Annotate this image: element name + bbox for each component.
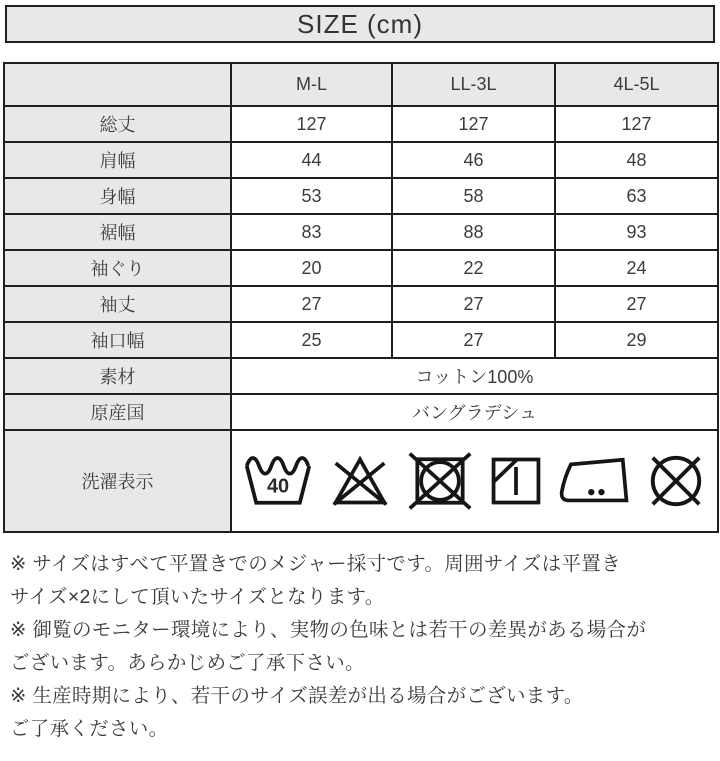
cell-value: 83 xyxy=(231,214,392,250)
care-symbols-cell xyxy=(231,430,718,532)
material-row xyxy=(4,358,718,394)
cell-value: 127 xyxy=(555,106,718,142)
row-label: 袖丈 xyxy=(4,286,231,322)
cell-value: 27 xyxy=(555,286,718,322)
care-icons-strip xyxy=(232,451,717,511)
row-label: 身幅 xyxy=(4,178,231,214)
cell-value: 58 xyxy=(392,178,555,214)
cell-value: 27 xyxy=(392,286,555,322)
care-symbols-row xyxy=(4,430,718,532)
cell-value: 29 xyxy=(555,322,718,358)
cell-value: 24 xyxy=(555,250,718,286)
cell-value: 27 xyxy=(392,322,555,358)
wash-tub-40-icon xyxy=(242,453,314,509)
svg-text:40: 40 xyxy=(266,475,289,498)
col-header-ll3l: LL-3L xyxy=(392,63,555,106)
note-line: ございます。あらかじめご了承下さい。 xyxy=(10,652,365,674)
do-not-dry-clean-icon xyxy=(644,451,708,511)
cell-value: 44 xyxy=(231,142,392,178)
cell-value: 127 xyxy=(231,106,392,142)
table-row xyxy=(4,322,718,358)
table-row xyxy=(4,178,718,214)
cell-value: 22 xyxy=(392,250,555,286)
note-line: ご了承ください。 xyxy=(10,718,169,740)
table-row xyxy=(4,250,718,286)
note-line: ※ サイズはすべて平置きでのメジャー採寸です。周囲サイズは平置き xyxy=(10,553,621,575)
col-header-ml: M-L xyxy=(231,63,392,106)
table-row xyxy=(4,286,718,322)
cell-value: 27 xyxy=(231,286,392,322)
origin-value: バングラデシュ xyxy=(231,394,718,430)
origin-row xyxy=(4,394,718,430)
cell-value: 88 xyxy=(392,214,555,250)
table-row xyxy=(4,142,718,178)
do-not-bleach-icon xyxy=(326,452,394,510)
do-not-tumble-dry-icon xyxy=(406,451,474,511)
size-notes xyxy=(10,548,712,746)
row-label: 原産国 xyxy=(4,394,231,430)
cell-value: 53 xyxy=(231,178,392,214)
table-header-row xyxy=(4,63,718,106)
cell-value: 127 xyxy=(392,106,555,142)
col-header-4l5l: 4L-5L xyxy=(555,63,718,106)
cell-value: 25 xyxy=(231,322,392,358)
size-chart-title xyxy=(5,5,715,43)
cell-value: 48 xyxy=(555,142,718,178)
table-row xyxy=(4,106,718,142)
table-row xyxy=(4,214,718,250)
row-label: 袖口幅 xyxy=(4,322,231,358)
cell-value: 46 xyxy=(392,142,555,178)
row-label: 総丈 xyxy=(4,106,231,142)
note-line: ※ 生産時期により、若干のサイズ誤差が出る場合がございます。 xyxy=(10,685,584,707)
row-label: 袖ぐり xyxy=(4,250,231,286)
row-label: 洗濯表示 xyxy=(4,430,231,532)
row-label: 素材 xyxy=(4,358,231,394)
cell-value: 93 xyxy=(555,214,718,250)
cell-value: 20 xyxy=(231,250,392,286)
material-value: コットン100% xyxy=(231,358,718,394)
line-dry-in-shade-icon xyxy=(486,452,546,510)
row-label: 肩幅 xyxy=(4,142,231,178)
size-table xyxy=(3,62,719,533)
note-line: サイズ×2にして頂いたサイズとなります。 xyxy=(10,586,385,608)
note-line: ※ 御覧のモニター環境により、実物の色味とは若干の差異がある場合が xyxy=(10,619,647,641)
iron-medium-icon xyxy=(558,454,632,508)
row-label: 裾幅 xyxy=(4,214,231,250)
size-chart-title-text: SIZE (cm) xyxy=(297,8,423,39)
corner-cell xyxy=(4,63,231,106)
cell-value: 63 xyxy=(555,178,718,214)
